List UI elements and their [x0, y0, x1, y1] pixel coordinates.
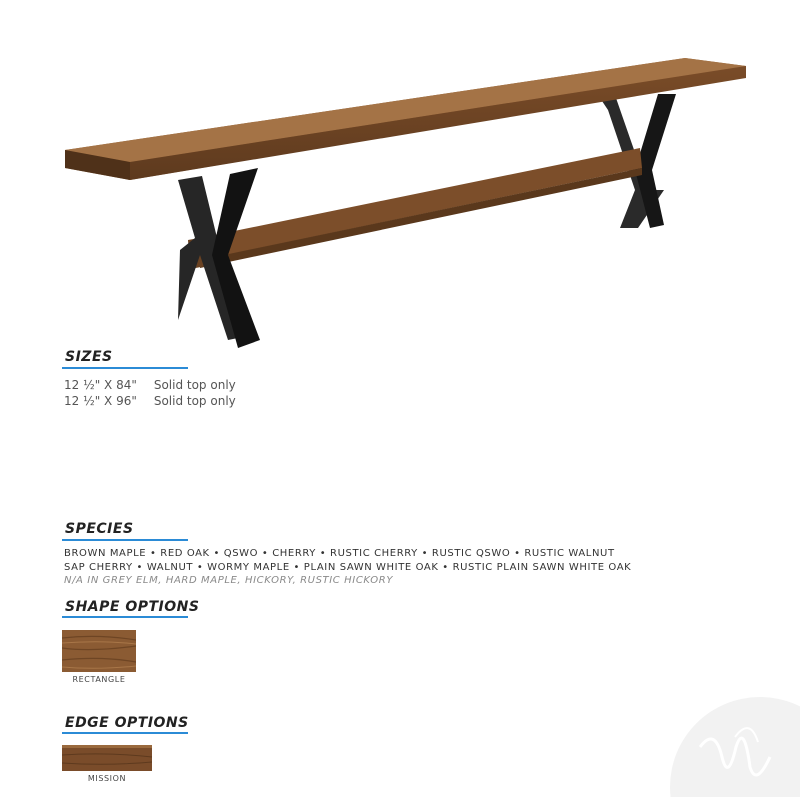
stretcher-beam	[188, 148, 642, 269]
species-rule	[62, 539, 188, 541]
size-row	[64, 378, 236, 392]
sizes-rule	[62, 367, 188, 369]
bench-product-image	[60, 50, 750, 350]
front-leg	[178, 168, 260, 348]
sizes-heading: SIZES	[65, 349, 113, 365]
shape-options-heading: SHAPE OPTIONS	[65, 599, 200, 615]
shape-option-label: RECTANGLE	[72, 675, 126, 684]
edge-options-rule	[62, 732, 188, 734]
size-note: Solid top only	[153, 394, 236, 408]
species-list-line-2: SAP CHERRY • WALNUT • WORMY MAPLE • PLAIN SAWN WHITE OAK • RUSTIC PLAIN SAWN WHITE OAK	[64, 562, 632, 573]
edge-option-label: MISSION	[87, 774, 127, 783]
edge-options-heading: EDGE OPTIONS	[65, 715, 189, 731]
size-dimension: 12 ½" X 84"	[64, 378, 137, 392]
shape-options-rule	[62, 616, 188, 618]
species-unavailable-note: N/A IN GREY ELM, HARD MAPLE, HICKORY, RUSTIC HICKORY	[64, 575, 394, 586]
species-list-line-1: BROWN MAPLE • RED OAK • QSWO • CHERRY • RUSTIC CHERRY • RUSTIC QSWO • RUSTIC WALNUT	[64, 548, 615, 559]
mission-edge-swatch	[62, 745, 152, 771]
species-heading: SPECIES	[65, 521, 134, 537]
size-dimension: 12 ½" X 96"	[64, 394, 137, 408]
rectangle-shape-swatch	[62, 630, 136, 672]
size-note: Solid top only	[153, 378, 236, 392]
size-row	[64, 394, 236, 408]
brand-watermark-logo	[640, 687, 800, 797]
